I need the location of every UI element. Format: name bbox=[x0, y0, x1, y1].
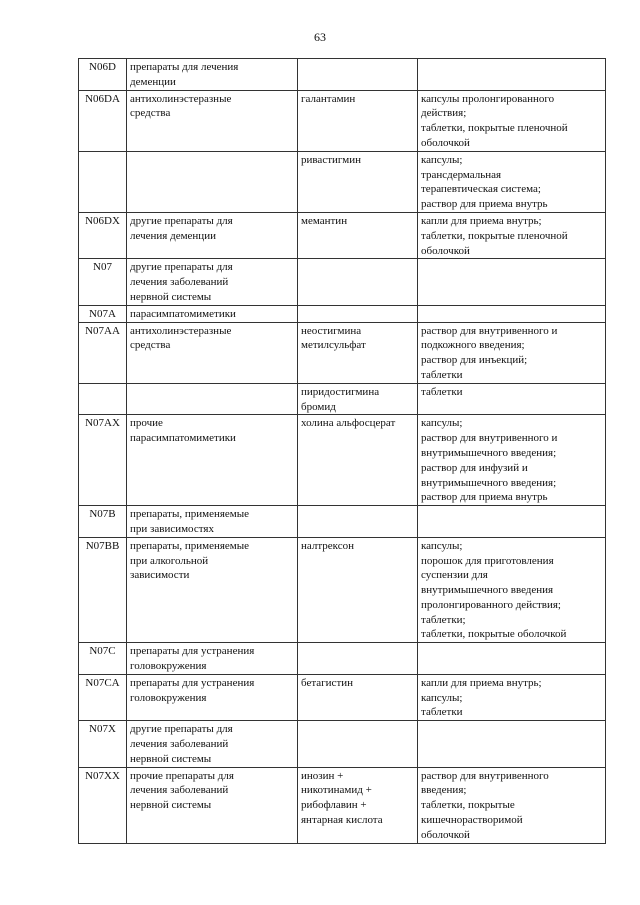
dosage-form-line: капли для приема внутрь; bbox=[421, 214, 542, 227]
dosage-form-cell bbox=[418, 322, 606, 383]
table-row bbox=[79, 537, 606, 643]
pharmacological-group-line: лечения заболеваний bbox=[130, 738, 229, 751]
dosage-form-line: капли для приема внутрь; bbox=[421, 676, 542, 689]
table-row bbox=[79, 643, 606, 675]
pharmacological-group-line: средства bbox=[130, 339, 171, 352]
dosage-form-line: капсулы; bbox=[421, 417, 463, 430]
drug-classification-table bbox=[78, 58, 606, 844]
table-row bbox=[79, 506, 606, 538]
dosage-form-cell bbox=[418, 674, 606, 720]
pharmacological-group-line: лечения деменции bbox=[130, 229, 216, 242]
pharmacological-group-line: средства bbox=[130, 107, 171, 120]
atc-code-cell: N06D bbox=[79, 59, 127, 91]
dosage-form-line: таблетки, покрытые пленочной bbox=[421, 122, 568, 135]
pharmacological-group-line: антихолинэстеразные bbox=[130, 324, 232, 337]
atc-code-cell: N07 bbox=[79, 259, 127, 305]
table-row bbox=[79, 305, 606, 322]
pharmacological-group-line: лечения заболеваний bbox=[130, 276, 229, 289]
pharmacological-group-line: антихолинэстеразные bbox=[130, 92, 232, 105]
dosage-form-line: суспензии для bbox=[421, 569, 488, 582]
dosage-form-line: оболочкой bbox=[421, 136, 470, 149]
dosage-form-line: капсулы пролонгированного bbox=[421, 92, 555, 105]
pharmacological-group-line: при зависимостях bbox=[130, 522, 214, 535]
table-row bbox=[79, 322, 606, 383]
atc-code-cell: N07AX bbox=[79, 415, 127, 506]
pharmacological-group-cell bbox=[127, 674, 298, 720]
page-number: 63 bbox=[314, 30, 326, 44]
atc-code-cell: N07CA bbox=[79, 674, 127, 720]
drug-name-line: холина альфосцерат bbox=[301, 417, 396, 430]
dosage-form-line: таблетки; bbox=[421, 613, 466, 626]
pharmacological-group-cell bbox=[127, 767, 298, 843]
pharmacological-group-line: при алкогольной bbox=[130, 554, 209, 567]
pharmacological-group-cell bbox=[127, 383, 298, 415]
drug-name-line: неостигмина bbox=[301, 324, 362, 337]
drug-name-line: налтрексон bbox=[301, 539, 355, 552]
table-row bbox=[79, 415, 606, 506]
table-row bbox=[79, 212, 606, 258]
drug-name-cell bbox=[298, 643, 418, 675]
dosage-form-line: таблетки bbox=[421, 706, 463, 719]
atc-code-cell: N07XX bbox=[79, 767, 127, 843]
atc-code-cell: N07B bbox=[79, 506, 127, 538]
dosage-form-cell bbox=[418, 537, 606, 643]
dosage-form-cell bbox=[418, 59, 606, 91]
dosage-form-line: оболочкой bbox=[421, 828, 470, 841]
atc-code-cell: N07BB bbox=[79, 537, 127, 643]
dosage-form-cell bbox=[418, 643, 606, 675]
drug-name-cell bbox=[298, 59, 418, 91]
drug-name-cell bbox=[298, 305, 418, 322]
dosage-form-line: раствор для приема внутрь bbox=[421, 491, 548, 504]
table-row bbox=[79, 59, 606, 91]
dosage-form-line: пролонгированного действия; bbox=[421, 598, 561, 611]
drug-name-line: никотинамид + bbox=[301, 784, 372, 797]
dosage-form-line: кишечнорастворимой bbox=[421, 814, 523, 827]
dosage-form-cell bbox=[418, 721, 606, 767]
dosage-form-line: оболочкой bbox=[421, 244, 470, 257]
dosage-form-line: таблетки, покрытые пленочной bbox=[421, 229, 568, 242]
pharmacological-group-cell bbox=[127, 90, 298, 151]
atc-code-cell bbox=[79, 383, 127, 415]
drug-name-line: инозин + bbox=[301, 769, 344, 782]
dosage-form-cell bbox=[418, 506, 606, 538]
dosage-form-cell bbox=[418, 305, 606, 322]
dosage-form-cell bbox=[418, 383, 606, 415]
dosage-form-line: раствор для инфузий и bbox=[421, 461, 528, 474]
dosage-form-line: таблетки bbox=[421, 385, 463, 398]
atc-code-cell bbox=[79, 151, 127, 212]
pharmacological-group-line: препараты для лечения bbox=[130, 61, 239, 73]
pharmacological-group-line: препараты, применяемые bbox=[130, 508, 250, 521]
pharmacological-group-line: лечения заболеваний bbox=[130, 784, 229, 797]
drug-name-cell bbox=[298, 212, 418, 258]
drug-name-line: ривастигмин bbox=[301, 153, 361, 166]
pharmacological-group-cell bbox=[127, 415, 298, 506]
drug-name-line: бромид bbox=[301, 400, 336, 413]
drug-name-line: рибофлавин + bbox=[301, 799, 367, 812]
dosage-form-cell bbox=[418, 90, 606, 151]
dosage-form-line: капсулы; bbox=[421, 539, 463, 552]
dosage-form-line: введения; bbox=[421, 784, 467, 797]
atc-code-cell: N07AA bbox=[79, 322, 127, 383]
drug-name-cell bbox=[298, 383, 418, 415]
drug-name-cell bbox=[298, 767, 418, 843]
dosage-form-cell bbox=[418, 259, 606, 305]
drug-name-cell bbox=[298, 506, 418, 538]
drug-name-line: янтарная кислота bbox=[301, 814, 383, 827]
table-row bbox=[79, 151, 606, 212]
pharmacological-group-line: препараты, применяемые bbox=[130, 539, 250, 552]
drug-name-cell bbox=[298, 259, 418, 305]
drug-name-line: бетагистин bbox=[301, 676, 354, 689]
dosage-form-line: капсулы; bbox=[421, 153, 463, 166]
drug-name-cell bbox=[298, 322, 418, 383]
table-row bbox=[79, 674, 606, 720]
atc-code-cell: N06DX bbox=[79, 212, 127, 258]
dosage-form-line: таблетки, покрытые bbox=[421, 799, 515, 812]
dosage-form-line: терапевтическая система; bbox=[421, 183, 541, 196]
dosage-form-cell bbox=[418, 151, 606, 212]
drug-name-cell bbox=[298, 674, 418, 720]
drug-name-line: пиридостигмина bbox=[301, 385, 380, 398]
atc-code-cell: N07A bbox=[79, 305, 127, 322]
pharmacological-group-line: головокружения bbox=[130, 660, 207, 673]
dosage-form-line: действия; bbox=[421, 107, 467, 120]
pharmacological-group-line: нервной системы bbox=[130, 799, 212, 812]
drug-name-cell bbox=[298, 90, 418, 151]
drug-name-line: мемантин bbox=[301, 214, 348, 227]
pharmacological-group-cell bbox=[127, 721, 298, 767]
dosage-form-line: раствор для приема внутрь bbox=[421, 198, 548, 211]
drug-name-cell bbox=[298, 537, 418, 643]
pharmacological-group-cell bbox=[127, 322, 298, 383]
dosage-form-line: порошок для приготовления bbox=[421, 554, 554, 567]
drug-name-cell bbox=[298, 721, 418, 767]
pharmacological-group-line: препараты для устранения bbox=[130, 676, 255, 689]
dosage-form-line: раствор для внутривенного и bbox=[421, 432, 558, 445]
dosage-form-cell bbox=[418, 767, 606, 843]
pharmacological-group-cell bbox=[127, 506, 298, 538]
atc-code-cell: N07X bbox=[79, 721, 127, 767]
pharmacological-group-cell bbox=[127, 305, 298, 322]
dosage-form-cell bbox=[418, 415, 606, 506]
pharmacological-group-line: нервной системы bbox=[130, 290, 212, 303]
pharmacological-group-line: другие препараты для bbox=[130, 723, 233, 736]
pharmacological-group-cell bbox=[127, 643, 298, 675]
pharmacological-group-line: зависимости bbox=[130, 569, 190, 582]
pharmacological-group-cell bbox=[127, 212, 298, 258]
dosage-form-line: внутримышечного введения; bbox=[421, 446, 557, 459]
dosage-form-line: подкожного введения; bbox=[421, 339, 525, 352]
dosage-form-line: капсулы; bbox=[421, 691, 463, 704]
dosage-form-line: трансдермальная bbox=[421, 168, 502, 181]
dosage-form-line: раствор для внутривенного bbox=[421, 769, 549, 782]
pharmacological-group-line: деменции bbox=[130, 75, 176, 88]
pharmacological-group-line: парасимпатомиметики bbox=[130, 432, 236, 445]
atc-code-cell: N06DA bbox=[79, 90, 127, 151]
drug-name-cell bbox=[298, 415, 418, 506]
dosage-form-line: таблетки bbox=[421, 368, 463, 381]
pharmacological-group-line: нервной системы bbox=[130, 752, 212, 765]
pharmacological-group-cell bbox=[127, 537, 298, 643]
pharmacological-group-cell bbox=[127, 259, 298, 305]
dosage-form-cell bbox=[418, 212, 606, 258]
pharmacological-group-line: другие препараты для bbox=[130, 214, 233, 227]
dosage-form-line: внутримышечного введения bbox=[421, 584, 554, 597]
pharmacological-group-cell bbox=[127, 59, 298, 91]
pharmacological-group-line: головокружения bbox=[130, 691, 207, 704]
atc-code-cell: N07C bbox=[79, 643, 127, 675]
table-row bbox=[79, 90, 606, 151]
dosage-form-line: раствор для инъекций; bbox=[421, 354, 528, 367]
drug-name-line: метилсульфат bbox=[301, 339, 366, 352]
pharmacological-group-cell bbox=[127, 151, 298, 212]
dosage-form-line: таблетки, покрытые оболочкой bbox=[421, 628, 567, 641]
pharmacological-group-line: прочие bbox=[130, 417, 163, 430]
pharmacological-group-line: препараты для устранения bbox=[130, 645, 255, 658]
pharmacological-group-line: другие препараты для bbox=[130, 261, 233, 274]
drug-name-cell bbox=[298, 151, 418, 212]
table-row bbox=[79, 383, 606, 415]
table-row bbox=[79, 259, 606, 305]
dosage-form-line: раствор для внутривенного и bbox=[421, 324, 558, 337]
dosage-form-line: внутримышечного введения; bbox=[421, 476, 557, 489]
table-row bbox=[79, 767, 606, 843]
pharmacological-group-line: прочие препараты для bbox=[130, 769, 234, 782]
table-row bbox=[79, 721, 606, 767]
pharmacological-group-line: парасимпатомиметики bbox=[130, 307, 236, 320]
drug-name-line: галантамин bbox=[301, 92, 356, 105]
